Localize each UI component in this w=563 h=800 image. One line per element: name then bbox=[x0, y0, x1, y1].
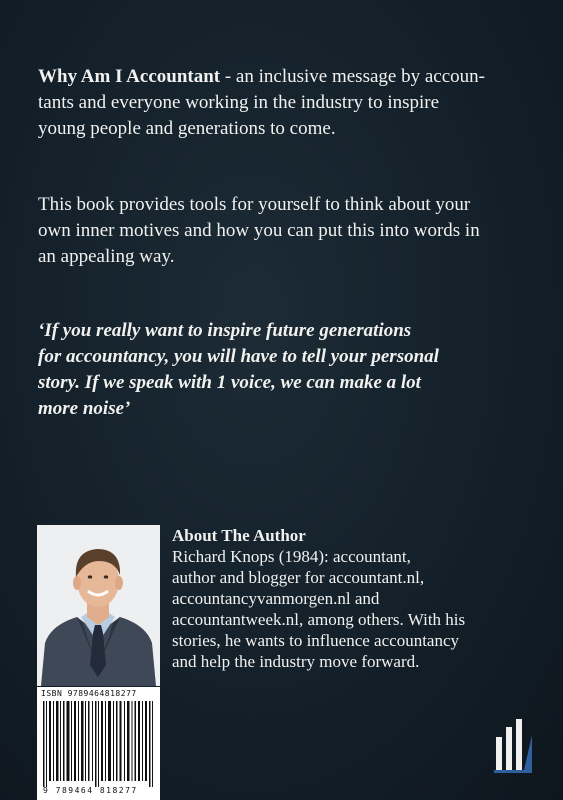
bio-line-5: stories, he wants to influence accountancy bbox=[172, 631, 460, 650]
quote-line-3: story. If we speak with 1 voice, we can make a lot bbox=[38, 372, 421, 393]
intro-paragraph bbox=[38, 64, 528, 142]
author-portrait-image bbox=[37, 525, 160, 686]
bio-line-6: and help the industry move forward. bbox=[172, 652, 420, 671]
isbn-barcode bbox=[37, 687, 160, 800]
bio-line-3: accountancyvanmorgen.nl and bbox=[172, 589, 380, 608]
author-photo bbox=[37, 525, 160, 686]
about-author bbox=[172, 525, 542, 672]
intro-line-2: tants and everyone working in the industry to inspire bbox=[38, 92, 440, 113]
barcode-bars bbox=[37, 687, 160, 800]
author-quote bbox=[38, 318, 508, 422]
description-line-3: an appealing way. bbox=[38, 246, 175, 267]
description-line-1: This book provides tools for yourself to think about your bbox=[38, 194, 471, 215]
bio-line-4: accountantweek.nl, among others. With his bbox=[172, 610, 466, 629]
quote-line-2: for accountancy, you will have to tell your personal bbox=[38, 346, 439, 367]
bio-line-1: Richard Knops (1984): accountant, bbox=[172, 547, 411, 566]
description-paragraph bbox=[38, 192, 528, 270]
about-author-heading: About The Author bbox=[172, 526, 306, 545]
author-bio bbox=[172, 546, 542, 672]
isbn-digits: 9 789464 818277 bbox=[43, 786, 138, 795]
quote-line-4: more noise’ bbox=[38, 398, 131, 419]
bio-line-2: author and blogger for accountant.nl, bbox=[172, 568, 425, 587]
intro-line-1: - an inclusive message by accoun- bbox=[220, 66, 485, 87]
intro-line-3: young people and generations to come. bbox=[38, 118, 336, 139]
publisher-logo-icon bbox=[488, 715, 538, 775]
description-line-2: own inner motives and how you can put this into words in bbox=[38, 220, 480, 241]
isbn-label: ISBN 9789464818277 bbox=[41, 689, 137, 698]
book-title: Why Am I Accountant bbox=[38, 66, 221, 87]
quote-line-1: ‘If you really want to inspire future generations bbox=[38, 320, 412, 341]
